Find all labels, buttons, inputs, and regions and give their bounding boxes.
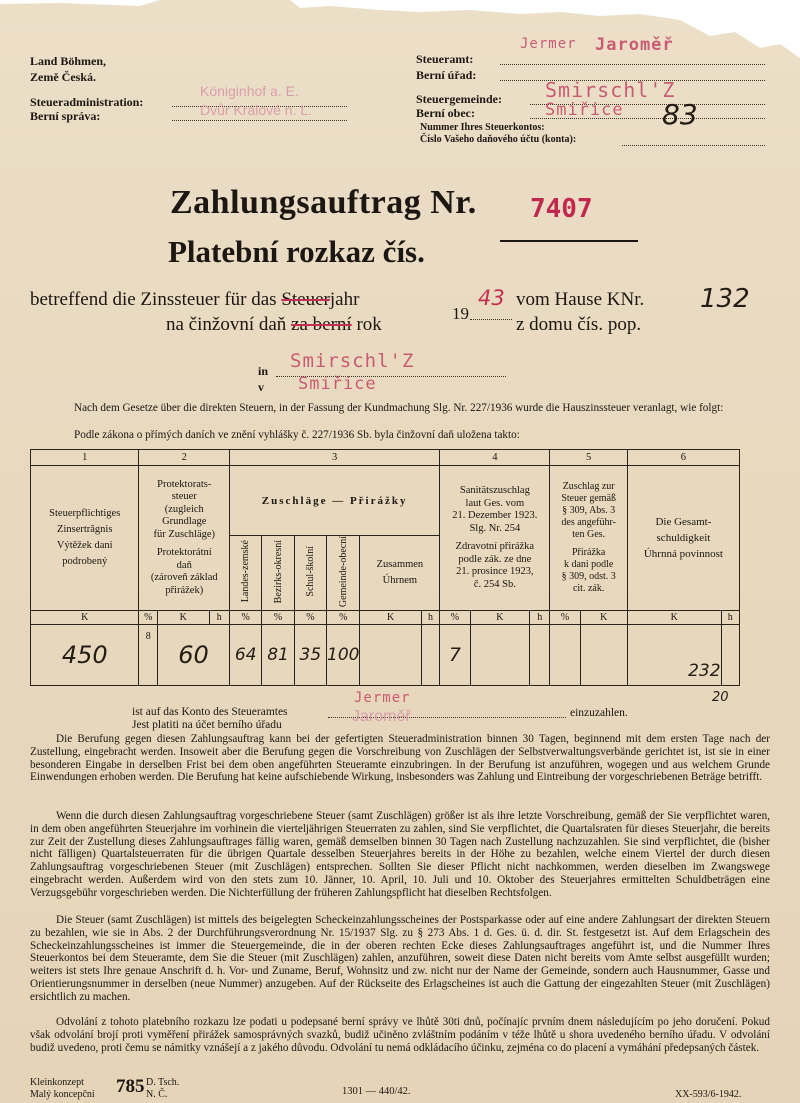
torn-top-edge: [0, 0, 800, 60]
col2-text: steuer: [171, 491, 197, 503]
col6-text: Die Gesamt-: [655, 516, 712, 529]
unit-cell: %: [440, 611, 470, 625]
col1-text: Výtěžek dani: [56, 540, 113, 552]
number-underline: [500, 240, 638, 242]
print-number: 1301 — 440/42.: [342, 1086, 411, 1097]
value-schul-text: 35: [299, 645, 322, 666]
value-sanitaet-k: [470, 625, 529, 686]
col6-text: Úhrnná povinnost: [643, 548, 723, 561]
col5-text: cit. zák.: [572, 583, 605, 595]
value-zuschlag-pct: [550, 625, 580, 686]
konzept-cz: Malý koncepční: [30, 1089, 95, 1100]
col2-text: (zároveň základ: [150, 572, 218, 584]
admin-stamp-cz: Dvůr Králové n. L.: [200, 102, 313, 118]
subject-cz-suffix: rok: [356, 314, 382, 335]
value-landes: [230, 625, 262, 686]
col1-text: podrobený: [62, 556, 108, 568]
unit-cell: K: [627, 611, 721, 625]
place-stamp-cz: Smiřice: [298, 374, 377, 394]
col1-header: [31, 466, 139, 611]
col5-text: ten Ges.: [572, 529, 606, 541]
unit-cell: %: [262, 611, 294, 625]
gemeinde-cz-label: Berní obec:: [416, 106, 475, 120]
col5-text: des angeführ-: [561, 517, 616, 529]
title-cz: Platební rozkaz čís.: [168, 234, 425, 269]
house-cz-label: z domu čís. pop.: [516, 314, 642, 335]
col5-text: § 309, odst. 3: [561, 571, 616, 583]
form-number: XX-593/6-1942.: [675, 1089, 742, 1100]
col1-text: Zinsertrăgnis: [57, 524, 113, 536]
col-number: 1: [31, 450, 139, 466]
col2-header: [139, 466, 230, 611]
place-v-label: v: [258, 380, 264, 394]
gemeinde-stamp-de: Smirschl'Z: [545, 78, 676, 102]
paragraph-appeal-cz: Odvolání z tohoto platebního rozkazu lze podati u podepsané berní správy ve lhůtě 30ti dnů, počínajíc prvním dnem následujícím po jeho doručení. Pokud však odvolání brojí proti vyměření přirážek samosprávných svazků, budiž učiněno zvláštním podáním v téže lhůtě u shora uvedeného berního úřadu. V odvolání budiž uvedeno, proti čemu se námitky vznášejí a z jakého důvodu. Odvolání tu nemá odkládacího účinku, zejména co do placení a vymáhání předepsaných částek.: [30, 1016, 770, 1054]
value-gesamt-text: 232: [688, 661, 721, 682]
col-number: 2: [139, 450, 230, 466]
unit-cell: %: [230, 611, 262, 625]
col4-text: Zdravotní přirážka: [455, 541, 535, 553]
col3-sub-bezirks: [262, 536, 294, 611]
col2-text: für Zuschläge): [153, 528, 216, 540]
konzept-de: Kleinkonzept: [30, 1077, 84, 1088]
col3-sub-schul: [294, 536, 326, 611]
value-steuer-text: 60: [178, 641, 209, 670]
amt-cz-label: Berní úřad:: [416, 68, 477, 82]
subject-de-suffix: jahr: [329, 289, 360, 310]
admin-de-label: Steueradministration:: [30, 95, 144, 109]
col6-header: [627, 466, 739, 611]
col-number: 5: [550, 450, 627, 466]
col5-text: Zuschlag zur: [562, 481, 615, 493]
col2-text: Protektorats-: [157, 478, 212, 490]
place-stamp-de: Smirschl'Z: [290, 350, 415, 372]
value-bezirks: [262, 625, 294, 686]
paragraph-appeal-de: Die Berufung gegen diesen Zahlungsauftrag kann bei der gefertigten Steueradministration binnen 30 Tagen, beginnend mit dem ersten Tage nach der Zustellung, eingebracht werden. Insoweit aber die Berufung gegen die Vorschreibung von Zuschlägen der Selbstverwaltungsverbände gerichtet ist, ist sie in einer besonderen Eingabe in derselben Frist bei dem oben angeführten Steueramte einzubringen. In der Berufung ist anzuführen, wogegen und aus welchem Grunde Einwendungen erhoben werden. Die Berufung hat keine aufschiebende Wirkung, insbesonders was Zahlung und Eintreibung der vorgeschriebenen Beträge betrifft.: [30, 733, 770, 784]
payment-end: einzuzahlen.: [570, 707, 628, 719]
col1-text: Steuerpflichtiges: [49, 508, 121, 520]
col-number: 6: [627, 450, 739, 466]
col2-text: Grundlage: [162, 516, 207, 528]
amt-stamp-de: Jermer: [520, 36, 577, 52]
col6-text: schuldigkeit: [656, 532, 711, 545]
col5-header: [550, 466, 627, 611]
value-bezirks-text: 81: [267, 645, 289, 666]
tax-table: [30, 449, 740, 686]
payment-stamp-cz: Jaroměř: [352, 708, 411, 725]
land-cz: Země Česká.: [30, 70, 96, 84]
footer-dtsch: D. Tsch.: [146, 1077, 180, 1088]
col5-text: k dani podle: [563, 559, 614, 571]
value-schul: [294, 625, 326, 686]
col5-text: Přirážka: [572, 547, 606, 559]
value-landes-text: 64: [234, 645, 257, 666]
value-sanitaet-h: [529, 625, 550, 686]
unit-cell: h: [421, 611, 440, 625]
column-number-row: [31, 450, 740, 466]
value-percent-text: 8: [145, 631, 151, 643]
unit-cell: %: [327, 611, 360, 625]
subject-cz-prefix: na činžovní daň: [166, 314, 287, 335]
subject-line-1: [30, 289, 359, 311]
title-de: Zahlungsauftrag Nr.: [170, 184, 477, 221]
unit-cell: h: [721, 611, 739, 625]
unit-cell: K: [580, 611, 627, 625]
value-gesamt: [627, 625, 721, 686]
gemeinde-stamp-cz: Smiřice: [545, 100, 624, 120]
house-de-label: vom Hause KNr.: [516, 289, 645, 310]
unit-cell: %: [139, 611, 158, 625]
col2-text: daň: [176, 559, 192, 571]
unit-cell: h: [529, 611, 550, 625]
gemeinde-de-label: Steuergemeinde:: [416, 92, 502, 106]
col3-sub-gemeinde: [327, 536, 360, 611]
intro-cz: Podle zákona o přímých daních ve znění vyhlášky č. 227/1936 Sb. byla činžovní daň uložena takto:: [74, 429, 520, 441]
value-gesamt-h-cell: [721, 625, 739, 686]
unit-cell: h: [209, 611, 230, 625]
unit-cell: %: [294, 611, 326, 625]
col3-title: Zuschläge — Přirážky: [230, 466, 440, 536]
col3-sub-text: Bezirks-okresní: [272, 539, 284, 604]
footer-nc: N. Č.: [146, 1089, 168, 1100]
value-sanitaet-text: 7: [448, 644, 461, 667]
amt-de-label: Steueramt:: [416, 52, 474, 66]
unit-cell: K: [360, 611, 421, 625]
konto-handwritten: 83: [662, 98, 698, 131]
admin-stamp-de: Königinhof a. E.: [200, 83, 299, 99]
col4-text: Slg. Nr. 254: [469, 522, 521, 534]
col3-sub-text: Landes-zemské: [240, 540, 252, 603]
subject-cz-struck: za berní: [291, 314, 352, 335]
value-steuer: [158, 625, 230, 686]
col4-text: laut Ges. vom: [465, 497, 525, 509]
payment-cz: Jest platiti na účet berního úřadu: [132, 719, 282, 731]
paragraph-quarterly-de: Wenn die durch diesen Zahlungsauftrag vorgeschriebene Steuer (samt Zuschlägen) größer ist als ihre letzte Vorschreibung, gemäß der Sie verpflichtet waren, in dem oben angeführten Steuerjahre im vorhinein die vierteljährigen Steuerraten zu zahlen, sind Sie verpflichtet, die Quartalsraten für dieses Steuerjahr, die bereits zur Zeit der Zustellung dieses Zahlungsauftrages fällig waren, gemäß demselben binnen 30 Tagen nach Zustellung nachzuzahlen. Sie sind verpflichtet, die (bisher nicht fälligen) Quartalsteuerraten für die übrigen Quartale desselben Steuerjahres bereits in der Höhe zu bezahlen, welche einem Viertel der durch diesen Zahlungsauftrag vorgeschriebenen Steuer (mit Zuschlägen) entsprechen. Sollten Sie dieser Pflicht nicht nachkommen, werden dieselben im Zwangswege eingebracht werden. Außerdem wird von den stets zum 10. Jänner, 10. April, 10. Juli und 10. Oktober des Steuerjahres ermittelten Schuldbeträgen eine Verzugsgebühr vorgeschrieben werden. Die Nichterfüllung der früheren Zahlungspflicht hat dieselben Rechtsfolgen.: [30, 810, 770, 899]
intro-de: Nach dem Gesetze über die direkten Steuern, in der Fassung der Kundmachung Slg. Nr. 227/1936 wurde die Hauszinssteuer veranlagt, wie folgt:: [74, 402, 724, 414]
value-zusammen-h: [421, 625, 440, 686]
payment-de: ist auf das Konto des Steueramtes: [132, 706, 288, 718]
col-number: 4: [440, 450, 550, 466]
col2-text: (zugleich: [164, 503, 204, 515]
gesamt-heller-handwritten: 20: [712, 690, 729, 705]
col4-header: [440, 466, 550, 611]
value-gemeinde: [327, 625, 360, 686]
units-row: [31, 611, 740, 625]
order-number: 7407: [530, 194, 593, 224]
amt-stamp-cz: Jaroměř: [595, 35, 674, 55]
col4-text: 21. prosince 1923,: [456, 566, 534, 578]
col-number: 3: [230, 450, 440, 466]
value-percent: [139, 625, 158, 686]
value-gemeinde-text: 100: [327, 645, 360, 666]
subject-de-struck: Steuer: [281, 289, 330, 310]
unit-cell: K: [470, 611, 529, 625]
year-handwritten: 43: [478, 286, 505, 310]
col2-text: přirážek): [165, 584, 204, 596]
paragraph-payment-de: Die Steuer (samt Zuschlägen) ist mittels des beigelegten Scheckeinzahlungsscheines der Postsparkasse oder auf eine andere Zahlungsart der direkten Steuern zu bezahlen, wie sie in Abs. 2 der Durchführungsverordnung Nr. 15/1937 Slg. zu § 273 Abs. 1 d. Ges. ü. d. dir. St. festgesetzt ist. Auf dem Erlagschein des Scheckeinzahlungsscheines ist immer die Steuergemeinde, die in der oberen rechten Ecke dieses Zahlungsauftrages angeführt ist, und die Nummer Ihres Steuerkontos bei dem Steueramte, dem Sie die Steuer (mit Zuschlägen) zahlen, anzuführen, soweit diese Daten nicht bereits vom Amte selbst ausgefüllt wurden; weiters ist stets Ihre genaue Anschrift d. h. Vor- und Zuname, Beruf, Wohnsitz und zw. nicht nur der Name der Gemeinde, sondern auch Hausnummer, Gasse und Orientierungsnummer in derselben (neue Nummer) anzugeben. Auf der Rückseite des Erlagscheines ist auch die Gattung der eingezahlten Steuer (mit Zuschlägen) ersichtlich zu machen.: [30, 914, 770, 1003]
col3-sub-text: Schul-školní: [304, 546, 316, 597]
col4-text: podle zák. ze dne: [458, 553, 532, 565]
admin-cz-label: Berní správa:: [30, 109, 101, 123]
value-ertrag-text: 450: [61, 641, 108, 670]
value-zusammen: [360, 625, 421, 686]
konzept-number: 785: [116, 1076, 145, 1097]
house-number-handwritten: 132: [700, 284, 750, 314]
col3-sub-text: Gemeinde-obecní: [337, 536, 349, 608]
col3-total-text: Zusammen: [376, 559, 424, 571]
col4-text: č. 254 Sb.: [473, 578, 516, 590]
col4-text: Sanitätszuschlag: [459, 485, 530, 497]
subject-line-2: [166, 314, 382, 336]
konto-de-label: Nummer Ihres Steuerkontos:: [420, 122, 545, 133]
value-sanitaet: [440, 625, 470, 686]
value-ertrag: [31, 625, 139, 686]
col4-text: 21. Dezember 1923.: [452, 510, 538, 522]
unit-cell: %: [550, 611, 580, 625]
col5-text: Steuer gemäß: [561, 493, 617, 505]
col2-text: Protektorátní: [156, 547, 212, 559]
subject-de-prefix: betreffend die Zinssteuer für das: [30, 289, 277, 310]
col5-text: § 309, Abs. 3: [562, 505, 616, 517]
col3-total-text: Úhrnem: [382, 575, 418, 587]
unit-cell: K: [31, 611, 139, 625]
col3-total-header: [360, 536, 440, 611]
konto-cz-label: Číslo Vašeho daňového účtu (konta):: [420, 134, 577, 145]
payment-stamp-de: Jermer: [354, 690, 411, 706]
value-zuschlag-k: [580, 625, 627, 686]
year-prefix: 19: [452, 304, 469, 323]
land-de: Land Böhmen,: [30, 54, 107, 68]
unit-cell: K: [158, 611, 210, 625]
place-in-label: in: [258, 364, 269, 378]
values-row: [31, 625, 740, 686]
col3-sub-landes: [230, 536, 262, 611]
